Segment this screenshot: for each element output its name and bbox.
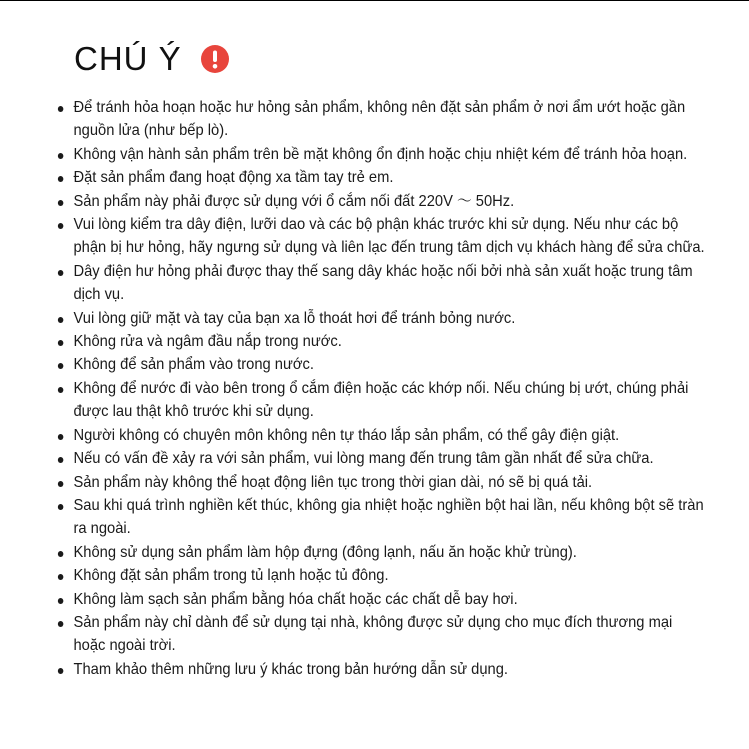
list-item (56, 588, 708, 611)
bullet-icon (58, 200, 64, 206)
exclamation-circle-icon (200, 44, 230, 74)
list-item-text: Nếu có vấn đề xảy ra với sản phẩm, vui lòng mang đến trung tâm gần nhất để sửa chữa. (73, 450, 654, 468)
page-title: CHÚ Ý (74, 40, 182, 77)
list-item-text: Sản phẩm này không thể hoạt động liên tục trong thời gian dài, nó sẽ bị quá tải. (73, 473, 593, 491)
bullet-icon (58, 387, 64, 393)
list-item (56, 330, 708, 353)
bullet-icon (58, 106, 64, 112)
list-item-text: Không để nước đi vào bên trong ổ cắm điện hoặc các khớp nối. Nếu chúng bị ướt, chúng phải được lau thật khô trước khi sử dụng. (73, 379, 689, 421)
list-item-text: Không làm sạch sản phẩm bằng hóa chất hoặc các chất dễ bay hơi. (73, 590, 518, 608)
list-item (56, 424, 708, 447)
list-item (56, 471, 708, 494)
bullet-icon (58, 317, 64, 323)
bullet-icon (58, 363, 64, 369)
bullet-icon (58, 340, 64, 346)
list-item-text: Tham khảo thêm những lưu ý khác trong bản hướng dẫn sử dụng. (73, 660, 508, 678)
list-item-text: Không sử dụng sản phẩm làm hộp đựng (đông lạnh, nấu ăn hoặc khử trùng). (73, 543, 577, 561)
list-item-text: Vui lòng giữ mặt và tay của bạn xa lỗ thoát hơi để tránh bỏng nước. (73, 309, 516, 327)
caution-list (56, 96, 705, 681)
bullet-icon (58, 504, 64, 510)
list-item-text: Đặt sản phẩm đang hoạt động xa tầm tay trẻ em. (73, 169, 394, 187)
bullet-icon (58, 481, 64, 487)
list-item-text: Người không có chuyên môn không nên tự tháo lắp sản phẩm, có thể gây điện giật. (73, 426, 620, 444)
list-item (56, 353, 708, 376)
list-item (56, 564, 708, 587)
list-item-text: Sản phẩm này phải được sử dụng với ổ cắm nối đất 220V ～ 50Hz. (73, 192, 515, 210)
list-item (56, 260, 708, 307)
bullet-icon (58, 551, 64, 557)
bullet-icon (58, 176, 64, 182)
list-item (56, 541, 708, 564)
list-item (56, 494, 708, 541)
bullet-icon (58, 598, 64, 604)
list-item (56, 377, 708, 424)
list-item (56, 658, 708, 681)
list-item-text: Không để sản phẩm vào trong nước. (73, 356, 314, 374)
bullet-icon (58, 270, 64, 276)
bullet-icon (58, 153, 64, 159)
list-item (56, 611, 708, 658)
list-item (56, 213, 708, 260)
list-item (56, 307, 708, 330)
bullet-icon (58, 434, 64, 440)
list-item (56, 190, 708, 213)
bullet-icon (58, 223, 64, 229)
bullet-icon (58, 621, 64, 627)
list-item-text: Để tránh hỏa hoạn hoặc hư hỏng sản phẩm, không nên đặt sản phẩm ở nơi ẩm ướt hoặc gần nguồn lửa (như bếp lò). (73, 99, 686, 140)
list-item-text: Dây điện hư hỏng phải được thay thế sang dây khác hoặc nối bởi nhà sản xuất hoặc trung tâm dịch vụ. (73, 262, 693, 304)
list-item (56, 166, 708, 189)
bullet-icon (58, 574, 64, 580)
list-item-text: Vui lòng kiểm tra dây điện, lưỡi dao và các bộ phận khác trước khi sử dụng. Nếu như các bộ phận bị hư hỏng, hãy ngưng sử dụng và liên lạc đến trung tâm dịch vụ khách hàng để sửa chữa. (73, 216, 705, 257)
title-row (74, 37, 230, 81)
list-item-text: Không vận hành sản phẩm trên bề mặt không ổn định hoặc chịu nhiệt kém để tránh hỏa hoạn. (73, 145, 688, 163)
list-item (56, 447, 708, 470)
list-item (56, 96, 708, 143)
list-item-text: Không rửa và ngâm đầu nắp trong nước. (73, 333, 342, 351)
list-item (56, 143, 708, 166)
bullet-icon (58, 668, 64, 674)
list-item-text: Không đặt sản phẩm trong tủ lạnh hoặc tủ đông. (73, 567, 389, 585)
list-item-text: Sản phẩm này chỉ dành để sử dụng tại nhà, không được sử dụng cho mục đích thương mại hoặc ngoài trời. (73, 613, 673, 655)
list-item-text: Sau khi quá trình nghiền kết thúc, không gia nhiệt hoặc nghiền bột hai lần, nếu không bột sẽ tràn ra ngoài. (73, 496, 704, 538)
bullet-icon (58, 457, 64, 463)
